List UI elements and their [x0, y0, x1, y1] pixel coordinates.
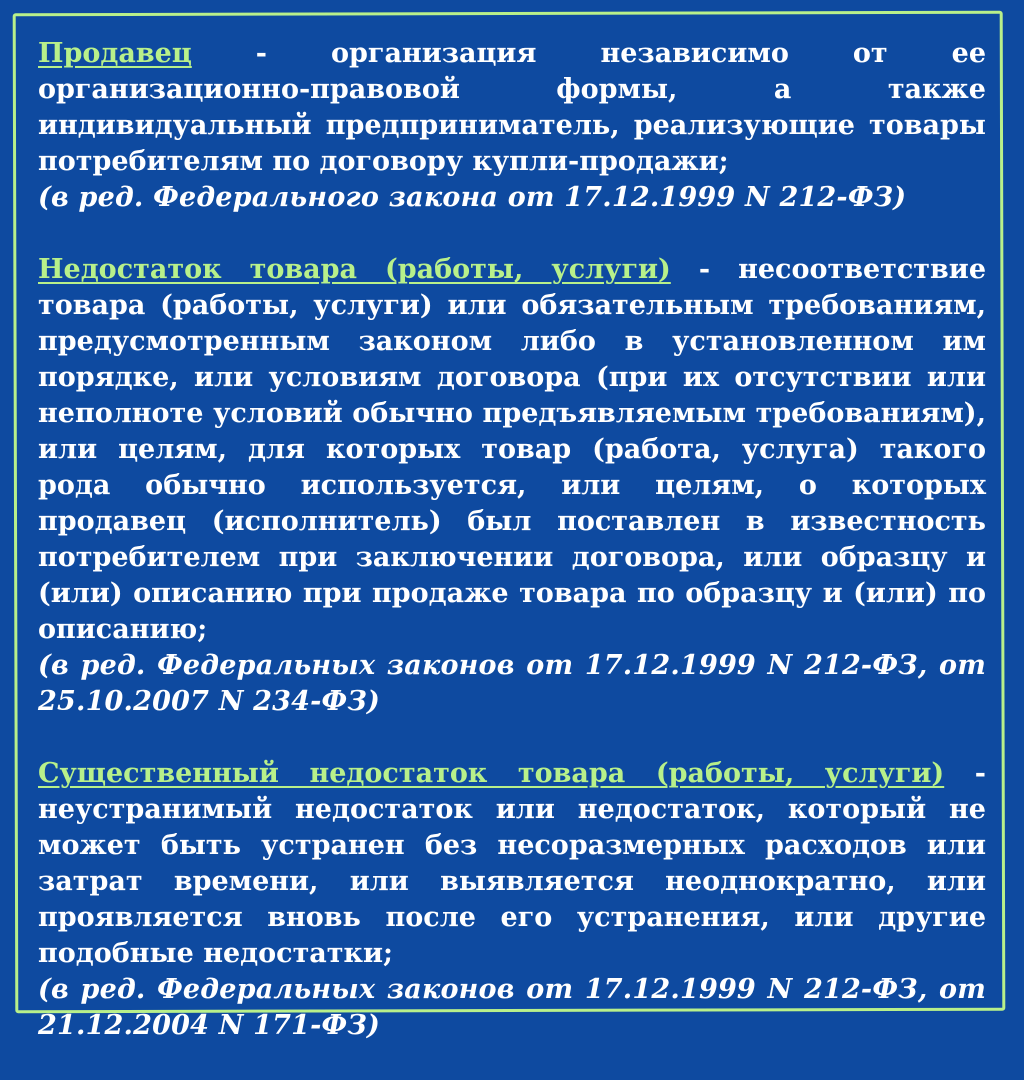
definition-entry-defect [38, 252, 986, 720]
definition-paragraph [38, 252, 986, 648]
definition-text: - организация независимо от ее организационно-правовой формы, а также индивидуальный предприниматель, реализующие товары потребителям по договору купли-продажи; [38, 38, 986, 177]
amendment-note: (в ред. Федеральных законов от 17.12.1999 N 212-ФЗ, от 25.10.2007 N 234-ФЗ) [38, 650, 986, 717]
amendment-note: (в ред. Федеральных законов от 17.12.1999 N 212-ФЗ, от 21.12.2004 N 171-ФЗ) [38, 974, 986, 1041]
term-seller: Продавец [38, 38, 192, 69]
definitions-list [38, 36, 986, 1080]
amendment-note: (в ред. Федерального закона от 17.12.1999 N 212-ФЗ) [38, 182, 907, 213]
definition-entry-significant-defect [38, 756, 986, 1044]
definition-entry-seller [38, 36, 986, 216]
definition-text: - неустранимый недостаток или недостаток, который не может быть устранен без несоразмерных расходов или затрат времени, или выявляется неоднократно, или проявляется вновь после его устранения, или другие подобные недостатки; [38, 758, 986, 969]
term-significant-defect: Существенный недостаток товара (работы, услуги) [38, 758, 945, 789]
definition-text: - несоответствие товара (работы, услуги) или обязательным требованиям, предусмотренным законом либо в установленном им порядке, или условиям договора (при их отсутствии или неполноте условий обычно предъявляемым требованиям), или целям, для которых товар (работа, услуга) такого рода обычно используется, или целям, о которых продавец (исполнитель) был поставлен в известность потребителем при заключении договора, или образцу и (или) описанию при продаже товара по образцу и (или) по описанию; [38, 254, 987, 645]
term-defect: Недостаток товара (работы, услуги) [38, 254, 671, 285]
definition-paragraph [38, 36, 986, 180]
definition-paragraph [38, 756, 986, 972]
